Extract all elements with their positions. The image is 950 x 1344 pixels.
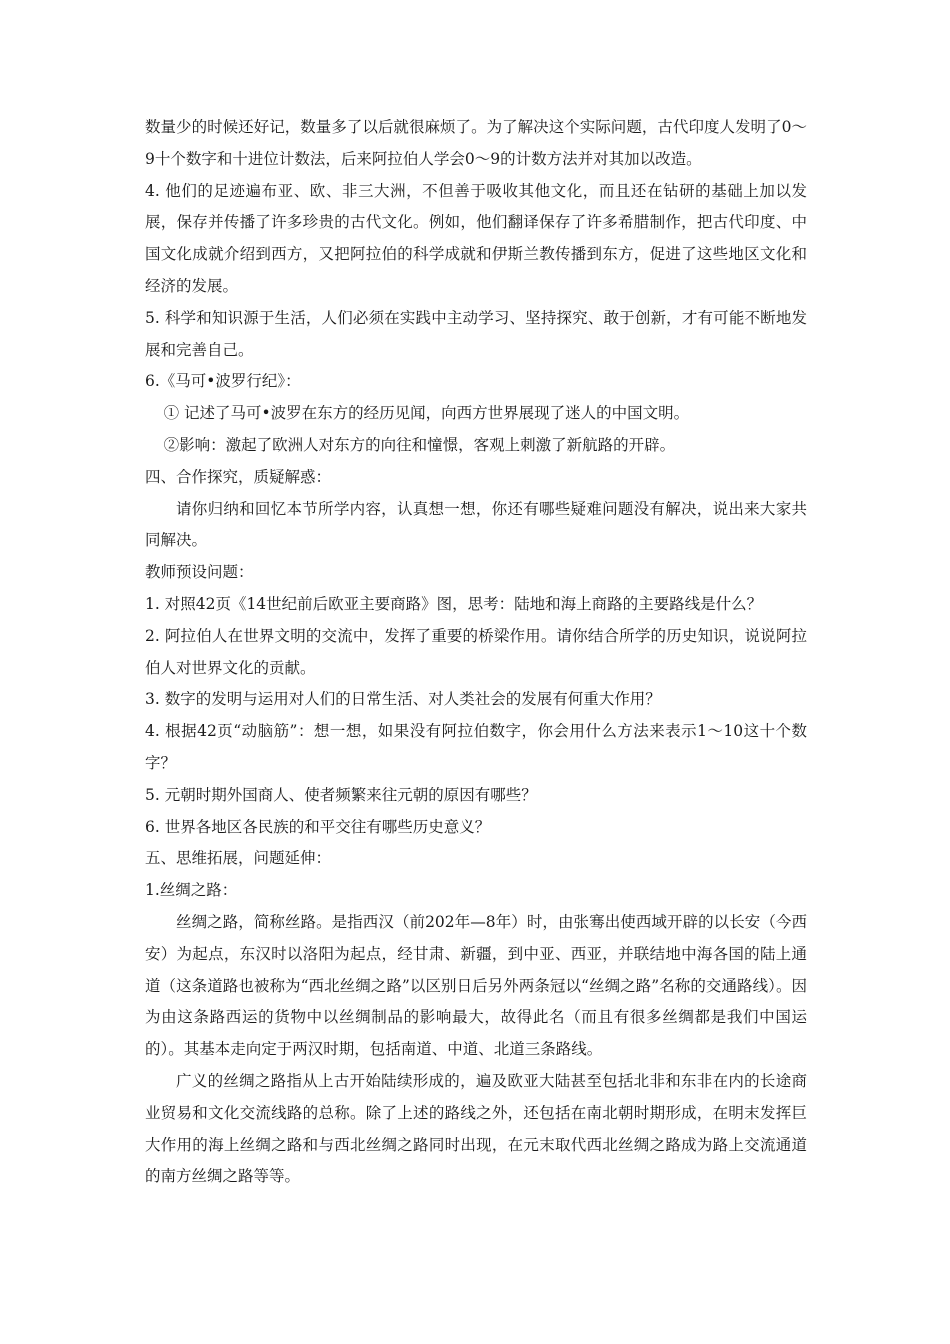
document-page: [145, 112, 807, 1193]
question-2: 2. 阿拉伯人在世界文明的交流中，发挥了重要的桥梁作用。请你结合所学的历史知识，说说阿拉伯人对世界文化的贡献。: [145, 626, 807, 677]
section-heading-4: 四、合作探究，质疑解惑：: [145, 467, 332, 486]
paragraph-silk-road-title: 1.丝绸之路：: [145, 881, 238, 900]
question-4: 4. 根据42页“动脑筋”：想一想，如果没有阿拉伯数字，你会用什么方法来表示1～10这十个数字？: [145, 722, 807, 772]
paragraph-point-6: 6.《马可•波罗行纪》：: [145, 372, 301, 391]
question-5: 5. 元朝时期外国商人、使者频繁来往元朝的原因有哪些？: [145, 785, 537, 804]
paragraph-inquiry: 请你归纳和回忆本节所学内容，认真想一想，你还有哪些疑难问题没有解决，说出来大家共同解决。: [145, 499, 807, 550]
paragraph-point-6-sub1: ① 记述了马可•波罗在东方的经历见闻，向西方世界展现了迷人的中国文明。: [163, 404, 690, 423]
question-6: 6. 世界各地区各民族的和平交往有哪些历史意义？: [145, 817, 491, 836]
paragraph-point-5: 5. 科学和知识源于生活，人们必须在实践中主动学习、坚持探究、敢于创新，才有可能不断地发展和完善自己。: [145, 308, 807, 359]
paragraph-point-6-sub2: ②影响：激起了欧洲人对东方的向往和憧憬，客观上刺激了新航路的开辟。: [163, 435, 676, 454]
question-3: 3. 数字的发明与运用对人们的日常生活、对人类社会的发展有何重大作用？: [145, 690, 661, 709]
paragraph-silk-road-2: 广义的丝绸之路指从上古开始陆续形成的，遍及欧亚大陆甚至包括北非和东非在内的长途商业贸易和文化交流线路的总称。除了上述的路线之外，还包括在南北朝时期形成，在明末发挥巨大作用的海上丝绸之路和与西北丝绸之路同时出现，在元末取代西北丝绸之路成为路上交流通道的南方丝绸之路等等。: [145, 1071, 807, 1186]
question-1: 1. 对照42页《14世纪前后欧亚主要商路》图，思考：陆地和海上商路的主要路线是什么？: [145, 594, 763, 613]
paragraph-teacher-questions: 教师预设问题：: [145, 563, 254, 582]
paragraph-silk-road-1: 丝绸之路，简称丝路。是指西汉（前202年—8年）时，由张骞出使西域开辟的以长安（今西安）为起点，东汉时以洛阳为起点，经甘肃、新疆，到中亚、西亚，并联结地中海各国的陆上通道（这条道路也被称为“西北丝绸之路”以区别日后另外两条冠以“丝绸之路”名称的交通路线）。因为由这条路西运的货物中以丝绸制品的影响最大，故得此名（而且有很多丝绸都是我们中国运的）。其基本走向定于两汉时期，包括南道、中道、北道三条路线。: [145, 912, 807, 1059]
paragraph-counting: 数量少的时候还好记，数量多了以后就很麻烦了。为了解决这个实际问题，古代印度人发明了0～9十个数字和十进位计数法，后来阿拉伯人学会0～9的计数方法并对其加以改造。: [145, 118, 807, 168]
paragraph-point-4: 4. 他们的足迹遍布亚、欧、非三大洲，不但善于吸收其他文化，而且还在钻研的基础上加以发展，保存并传播了许多珍贵的古代文化。例如，他们翻译保存了许多希腊制作，把古代印度、中国文化成就介绍到西方，又把阿拉伯的科学成就和伊斯兰教传播到东方，促进了这些地区文化和经济的发展。: [145, 181, 807, 295]
section-heading-5: 五、思维拓展，问题延伸：: [145, 849, 332, 868]
